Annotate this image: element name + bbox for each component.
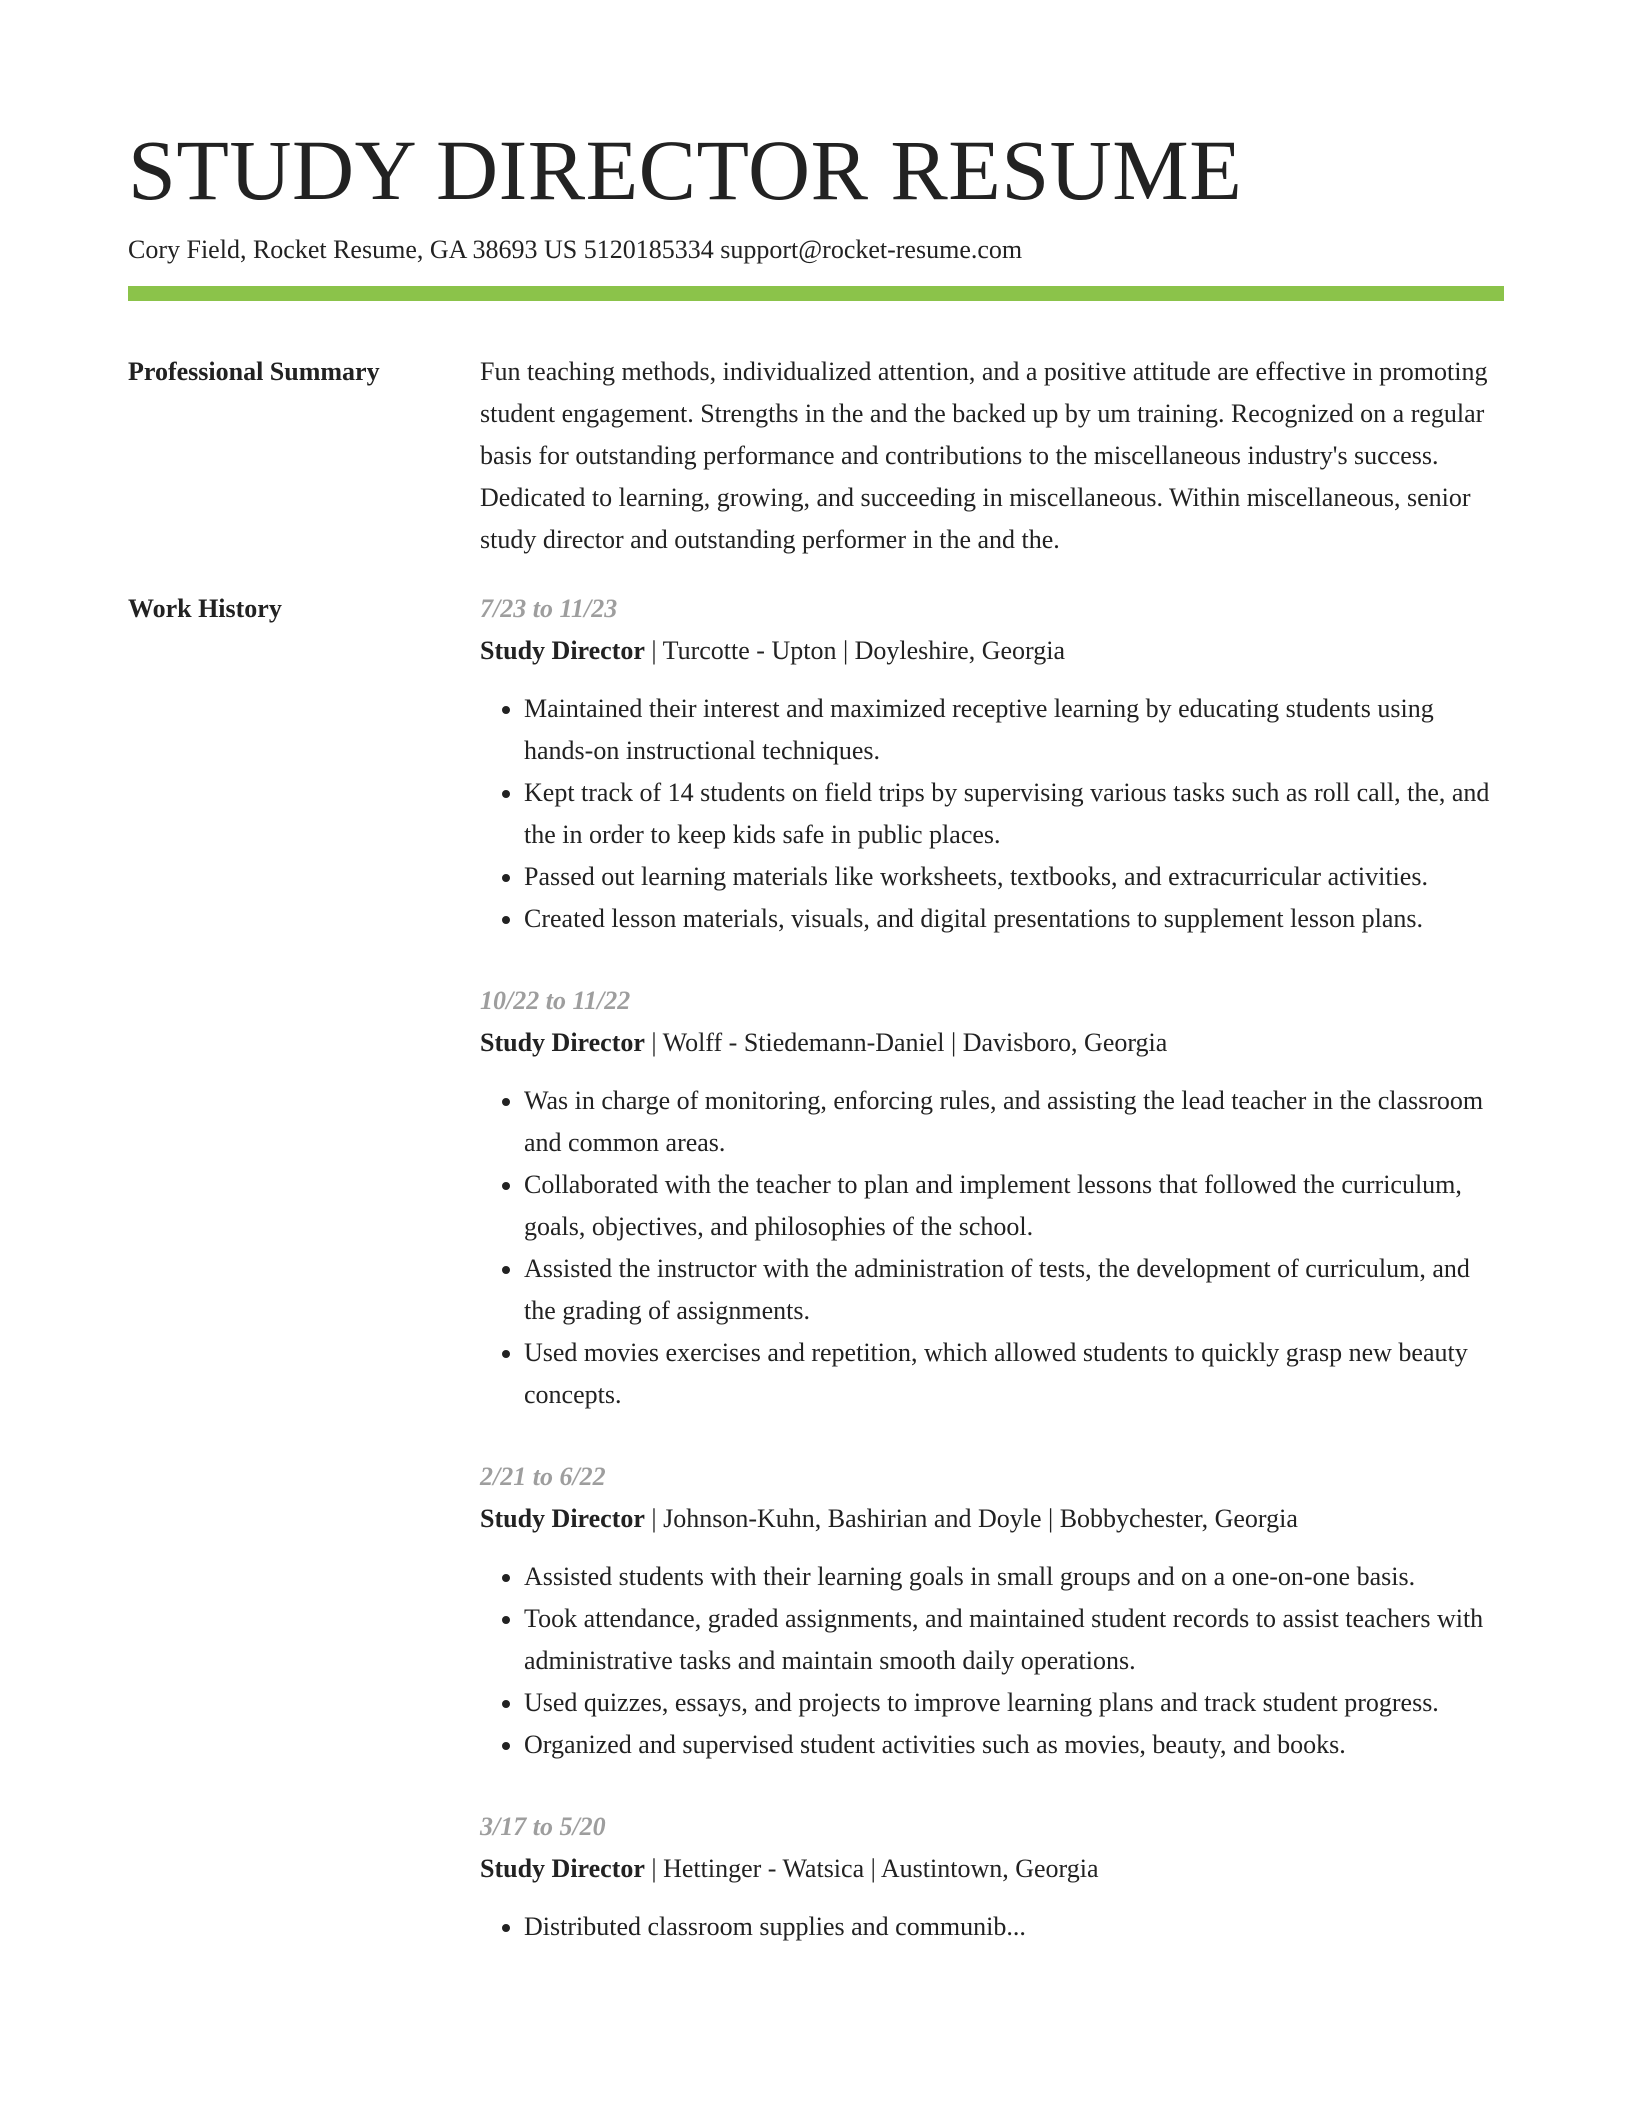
job-bullet: • Was in charge of monitoring, enforcing rules, and assisting the lead teacher in the classroom and common areas. [524,1080,1504,1164]
job-heading [480,1498,1504,1540]
job-details: | Wolff - Stiedemann-Daniel | Davisboro, Georgia [644,1028,1168,1057]
job-bullet: • Organized and supervised student activities such as movies, beauty, and books. [524,1724,1504,1766]
job-details: | Hettinger - Watsica | Austintown, Georgia [644,1854,1099,1883]
job-entry [480,980,1504,1416]
job-bullet: • Collaborated with the teacher to plan and implement lessons that followed the curriculum, goals, objectives, and philosophies of the school. [524,1164,1504,1248]
job-heading [480,1022,1504,1064]
job-bullets [480,688,1504,940]
job-heading [480,1848,1504,1890]
work-history-section [128,588,1504,1988]
job-bullet: • Assisted the instructor with the administration of tests, the development of curriculum, and the grading of assignments. [524,1248,1504,1332]
job-title: Study Director [480,1504,645,1533]
job-bullet: • Took attendance, graded assignments, and maintained student records to assist teachers with administrative tasks and maintain smooth daily operations. [524,1598,1504,1682]
job-entry [480,1456,1504,1766]
job-bullet: • Used quizzes, essays, and projects to improve learning plans and track student progress. [524,1682,1504,1724]
job-details: | Johnson-Kuhn, Bashirian and Doyle | Bobbychester, Georgia [644,1504,1298,1533]
job-details: | Turcotte - Upton | Doyleshire, Georgia [644,636,1065,665]
job-bullets [480,1906,1504,1948]
contact-line: Cory Field, Rocket Resume, GA 38693 US 5120185334 support@rocket-resume.com [128,235,1023,264]
job-heading [480,630,1504,672]
job-bullet: • Distributed classroom supplies and communib... [524,1906,1504,1948]
job-dates: 10/22 to 11/22 [480,986,631,1015]
job-dates: 7/23 to 11/23 [480,594,618,623]
job-bullet: • Maintained their interest and maximized receptive learning by educating students using hands-on instructional techniques. [524,688,1504,772]
work-history-label: Work History [128,594,282,623]
resume-page [128,118,1504,1988]
job-bullet: • Created lesson materials, visuals, and digital presentations to supplement lesson plans. [524,898,1504,940]
job-entry [480,1806,1504,1948]
job-entry [480,588,1504,940]
job-bullet: • Used movies exercises and repetition, which allowed students to quickly grasp new beauty concepts. [524,1332,1504,1416]
job-bullet: • Kept track of 14 students on field trips by supervising various tasks such as roll call, the, and the in order to keep kids safe in public places. [524,772,1504,856]
job-bullet: • Assisted students with their learning goals in small groups and on a one-on-one basis. [524,1556,1504,1598]
job-dates: 2/21 to 6/22 [480,1462,606,1491]
job-bullets [480,1080,1504,1416]
summary-section [128,351,1504,561]
work-history-list [480,588,1504,1988]
job-bullet: • Passed out learning materials like worksheets, textbooks, and extracurricular activities. [524,856,1504,898]
accent-divider [128,286,1504,301]
job-title: Study Director [480,1028,645,1057]
job-title: Study Director [480,636,645,665]
summary-text: Fun teaching methods, individualized attention, and a positive attitude are effective in promoting student engagement. Strengths in the and the backed up by um training. Recognized on a regular basis for outstanding performance and contributions to the miscellaneous industry's success. Dedicated to learning, growing, and succeeding in miscellaneous. Within miscellaneous, senior study director and outstanding performer in the and the. [480,357,1488,554]
job-bullets [480,1556,1504,1766]
job-dates: 3/17 to 5/20 [480,1812,606,1841]
summary-label: Professional Summary [128,357,380,386]
resume-title: STUDY DIRECTOR RESUME [128,122,1243,218]
job-title: Study Director [480,1854,645,1883]
